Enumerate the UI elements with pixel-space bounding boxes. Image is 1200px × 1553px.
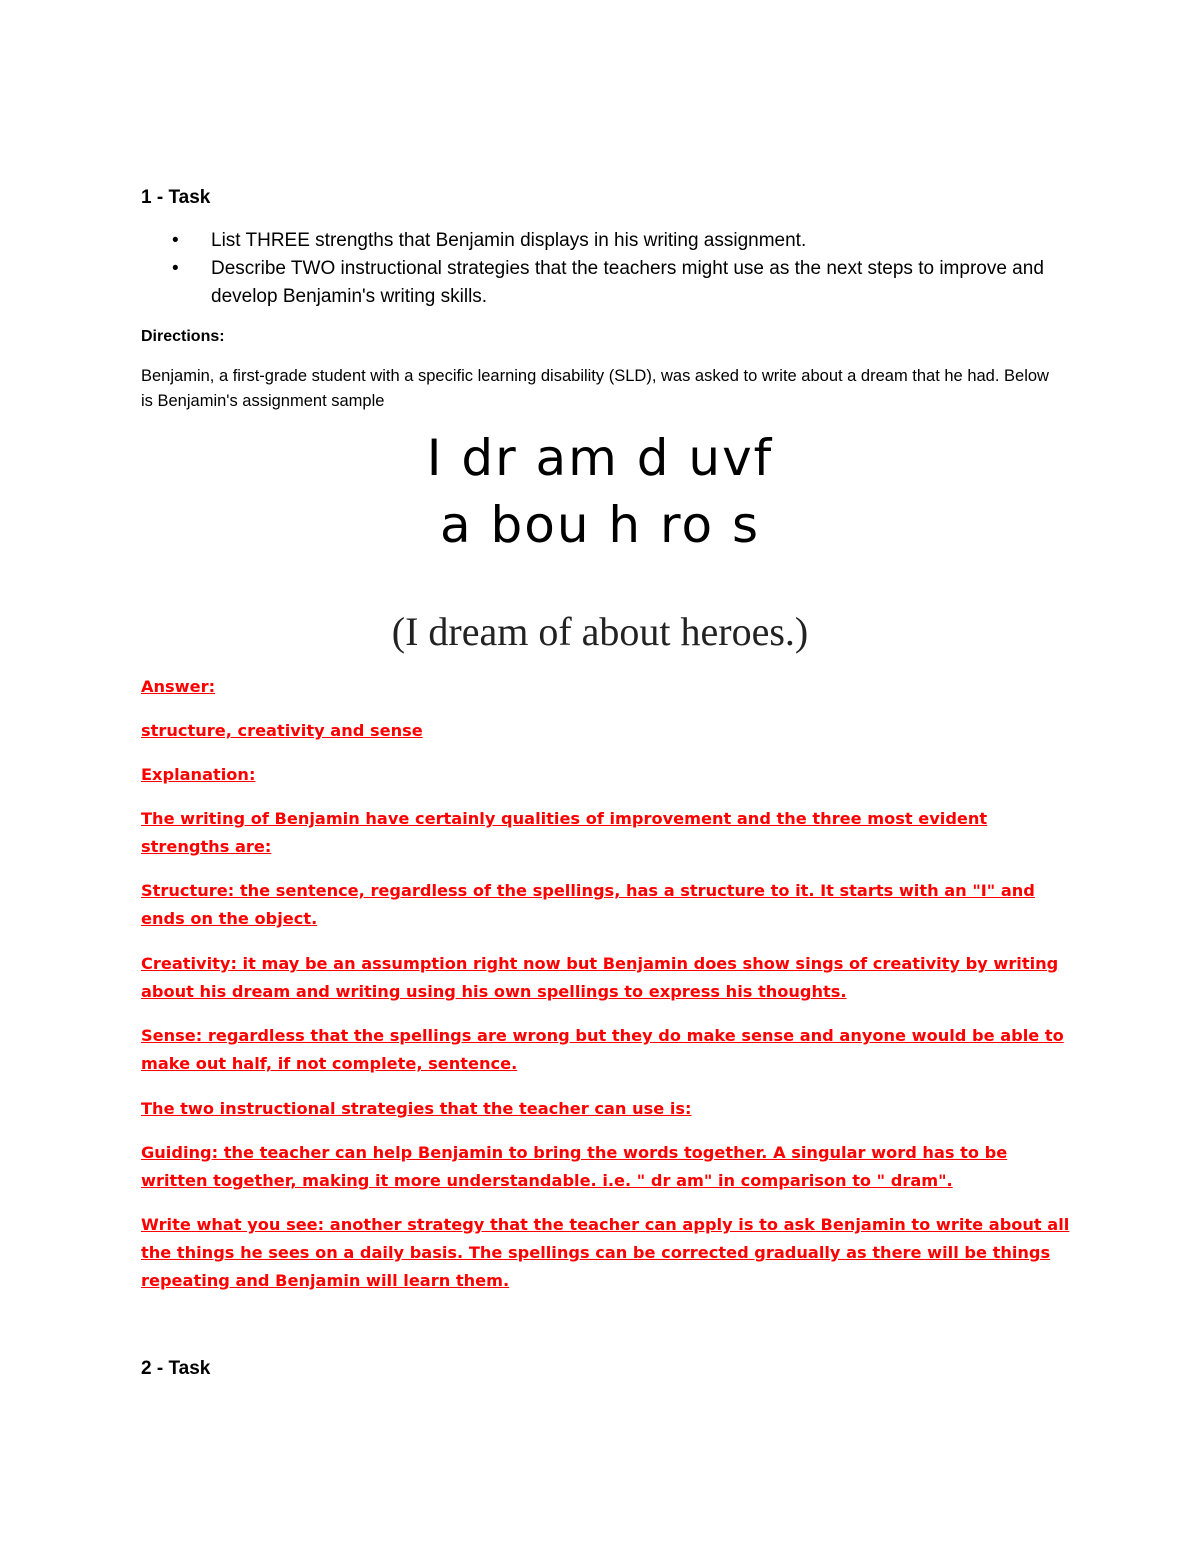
strength-structure: Structure: the sentence, regardless of the spellings, has a structure to it. It starts with an "I" and ends on the object. [141, 881, 1035, 928]
sample-translation: (I dream of about heroes.) [391, 609, 809, 654]
directions-label: Directions: [141, 328, 225, 345]
task-1-bullet-item [141, 255, 1061, 311]
strength-creativity: Creativity: it may be an assumption right now but Benjamin does show sings of creativity by writing about his dream and writing using his own spellings to express his thoughts. [141, 954, 1059, 1001]
explanation-label: Explanation: [141, 765, 256, 784]
sample-handwriting-line-2: a bou h ro s [439, 496, 761, 554]
explanation-intro: The writing of Benjamin have certainly qualities of improvement and the three most evident strengths are: [141, 809, 988, 856]
strategy-guiding: Guiding: the teacher can help Benjamin to bring the words together. A singular word has to be written together, making it more understandable. i.e. " dr am" in comparison to " dram". [141, 1143, 1008, 1190]
answer-label: Answer: [141, 677, 216, 696]
answer-summary: structure, creativity and sense [141, 721, 423, 740]
task-1-heading: 1 - Task [141, 187, 211, 208]
bullet-icon: • [172, 230, 179, 251]
directions-text: Benjamin, a first-grade student with a specific learning disability (SLD), was asked to write about a dream that he had. Below is Benjamin's assignment sample [141, 367, 1049, 410]
task-2-heading: 2 - Task [141, 1358, 211, 1379]
sample-handwriting-line-1: I dr am d uvf [426, 429, 774, 487]
strategies-intro: The two instructional strategies that the teacher can use is: [141, 1099, 692, 1118]
task-1-bullet-text: Describe TWO instructional strategies that the teachers might use as the next steps to improve and develop Benjamin's writing skills. [211, 258, 1044, 307]
task-1-bullet-list [141, 227, 1061, 311]
task-1-bullet-text: List THREE strengths that Benjamin displays in his writing assignment. [211, 230, 807, 251]
writing-sample-figure [0, 425, 1200, 665]
bullet-icon: • [172, 258, 179, 279]
strategy-write-what-you-see: Write what you see: another strategy that the teacher can apply is to ask Benjamin to write about all the things he sees on a daily basis. The spellings can be corrected gradually as there will be things repeating and Benjamin will learn them. [141, 1215, 1070, 1290]
strength-sense: Sense: regardless that the spellings are wrong but they do make sense and anyone would be able to make out half, if not complete, sentence. [141, 1026, 1064, 1073]
task-1-bullet-item [141, 227, 1061, 255]
writing-sample-image [0, 425, 1200, 665]
